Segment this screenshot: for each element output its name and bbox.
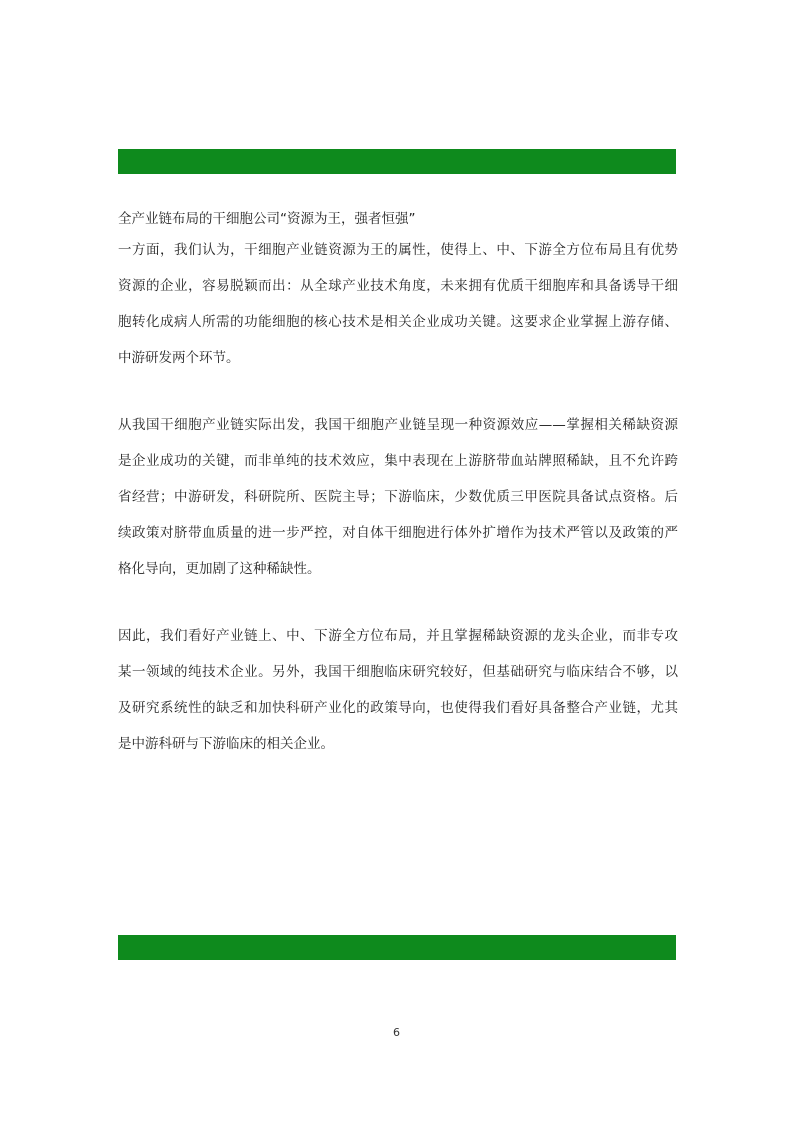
- paragraph-line: 是中游科研与下游临床的相关企业。: [118, 736, 334, 752]
- header-green-bar: [118, 149, 676, 174]
- footer-green-bar: [118, 935, 676, 960]
- paragraph-line: 中游研发两个环节。: [118, 350, 240, 366]
- paragraph-line: 省经营；中游研发，科研院所、医院主导；下游临床，少数优质三甲医院具备试点资格。后: [118, 489, 678, 505]
- paragraph-line: 从我国干细胞产业链实际出发，我国干细胞产业链呈现一种资源效应——掌握相关稀缺资源: [118, 417, 678, 433]
- section-heading: 全产业链布局的干细胞公司“资源为王，强者恒强”: [118, 211, 416, 227]
- paragraph-line: 一方面，我们认为，干细胞产业链资源为王的属性，使得上、中、下游全方位布局且有优势: [118, 242, 678, 258]
- paragraph-line: 格化导向，更加剧了这种稀缺性。: [118, 561, 321, 577]
- paragraph-line: 资源的企业，容易脱颖而出：从全球产业技术角度，未来拥有优质干细胞库和具备诱导干细: [118, 278, 678, 294]
- paragraph-line: 续政策对脐带血质量的进一步严控，对自体干细胞进行体外扩增作为技术严管以及政策的严: [118, 525, 678, 541]
- paragraph-line: 胞转化成病人所需的功能细胞的核心技术是相关企业成功关键。这要求企业掌握上游存储、: [118, 314, 678, 330]
- paragraph-line: 某一领域的纯技术企业。另外，我国干细胞临床研究较好，但基础研究与临床结合不够，以: [118, 664, 678, 680]
- page-number: 6: [393, 1026, 400, 1039]
- paragraph-line: 及研究系统性的缺乏和加快科研产业化的政策导向，也使得我们看好具备整合产业链，尤其: [118, 700, 678, 716]
- paragraph-3: [118, 618, 678, 762]
- paragraph-1: [118, 232, 678, 376]
- document-body: [118, 206, 678, 762]
- paragraph-line: 因此，我们看好产业链上、中、下游全方位布局，并且掌握稀缺资源的龙头企业，而非专攻: [118, 628, 678, 644]
- paragraph-line: 是企业成功的关键，而非单纯的技术效应，集中表现在上游脐带血站牌照稀缺，且不允许跨: [118, 453, 678, 469]
- paragraph-2: [118, 407, 678, 587]
